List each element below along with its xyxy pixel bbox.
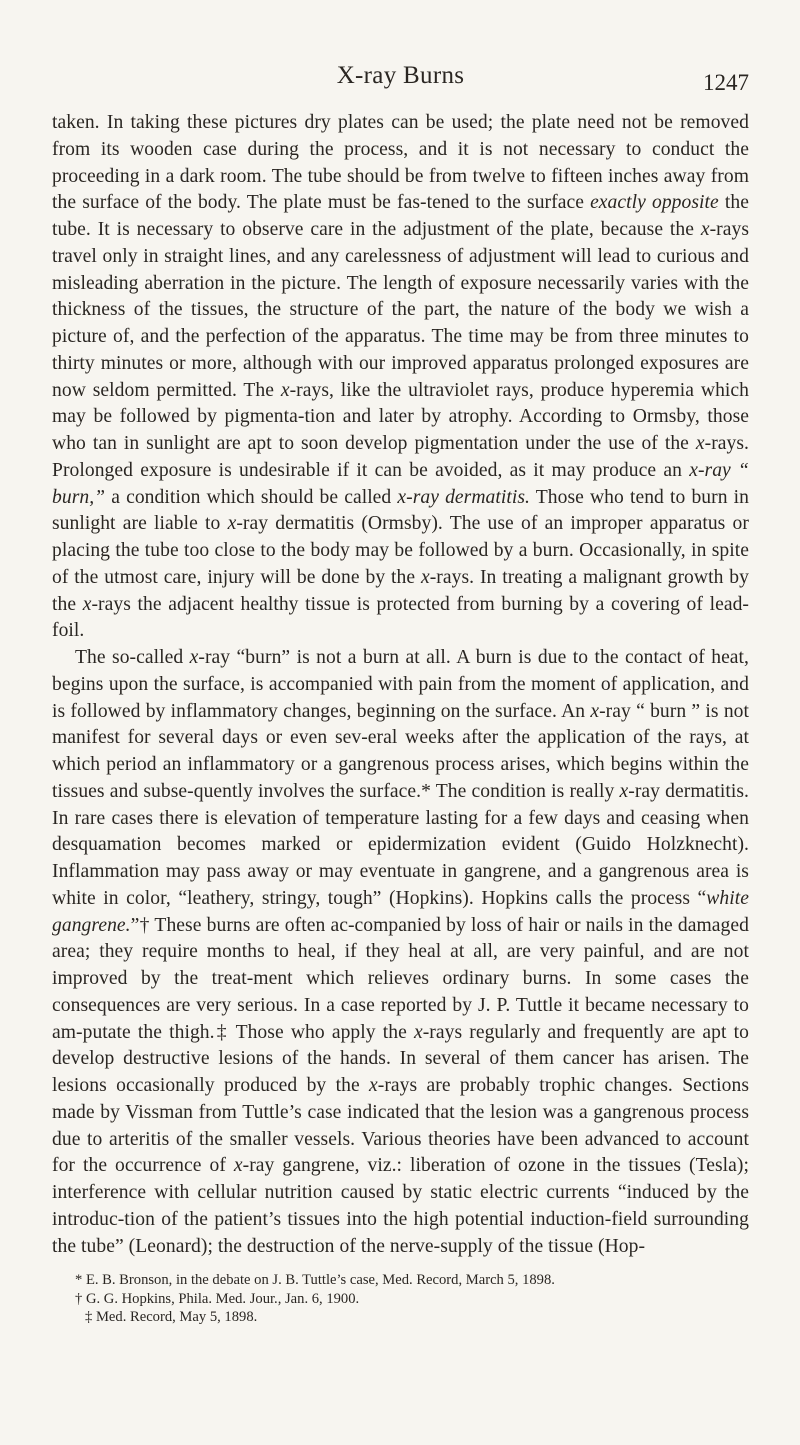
text-run: taken. In taking these pictures dry plates can be used; the plate need not be removed from its wooden case during the process, and it is not necessary to conduct the proceeding in a dark room. The tube should be from twelve to fifteen inches away from the surface of the body. The plate must be fas-tened to the surface	[52, 112, 749, 214]
italic-text: x	[420, 566, 430, 588]
italic-text: x	[695, 433, 705, 454]
page-header	[52, 0, 749, 110]
text-run: -rays, like the ultraviolet rays, produce hyperemia which may be followed by pigmenta-tion and later by atrophy. According to Ormsby, those who tan in sunlight are apt to soon develop pigmentation under the use of the	[52, 379, 750, 454]
text-run: -rays. Prolonged exposure is undesirable if it can be avoided, as it may produce an	[52, 433, 749, 481]
text-run: -ray dermatitis. In rare cases there is elevation of temperature lasting for a few days and ceasing when desquamation becomes marked or epidermization evident (Guido Holzknecht). Inflammation may pass away or may eventuate in gangrene, and a gangrenous area is white in color, “leathery, stringy, tough” (Hopkins). Hopkins calls the process “	[52, 780, 749, 909]
italic-text: x	[233, 1155, 243, 1177]
italic-text: x	[369, 1075, 378, 1096]
italic-text: x-ray “ burn,”	[52, 459, 749, 508]
text-run: -rays the adjacent healthy tissue is protected from burning by a covering of lead-foil.	[52, 593, 749, 642]
text-run: a condition which should be called	[105, 486, 398, 508]
italic-text: white gangrene.	[52, 887, 749, 936]
footnote: * E. B. Bronson, in the debate on J. B. Tuttle’s case, Med. Record, March 5, 1898.	[75, 1272, 555, 1289]
paragraph	[52, 645, 749, 1260]
text-run: the tube. It is necessary to observe care in the adjustment of the plate, because the	[52, 192, 749, 240]
text-run: ”† These burns are often ac-companied by loss of hair or nails in the damaged area; they require months to heal, if they heal at all, are very painful, and are not improved by the treat-ment which relieves ordinary burns. In some cases the consequences are very serious. In a case reported by J. P. Tuttle it became necessary to am-putate the thigh.‡ Those who apply the	[52, 914, 749, 1043]
italic-text: x	[82, 593, 92, 615]
italic-text: x	[700, 219, 710, 240]
text-run: -rays regularly and frequently are apt to develop destructive lesions of the hands. In several of them cancer has arisen. The lesions occasionally produced by the	[52, 1021, 749, 1096]
text-run: -rays travel only in straight lines, and any carelessness of adjustment will lead to curious and misleading aberration in the picture. The length of exposure necessarily varies with the thickness of the tissues, the structure of the part, the nature of the body we wish a picture of, and the perfection of the apparatus. The time may be from three minutes to thirty minutes or more, although with our improved apparatus prolonged exposures are now seldom permitted. The	[52, 219, 749, 401]
text-run: Those who tend to burn in sunlight are liable to	[52, 486, 749, 535]
footnote: ‡ Med. Record, May 5, 1898.	[85, 1309, 258, 1326]
italic-text: x	[619, 780, 629, 802]
page-number: 1247	[703, 70, 749, 95]
text-run: -ray dermatitis (Ormsby). The use of an improper apparatus or placing the tube too close to the body may be followed by a burn. Occasionally, in spite of the utmost care, injury will be done by the	[52, 513, 749, 588]
text-run: The so-called	[75, 647, 190, 668]
footnotes	[52, 1271, 749, 1327]
text-run: -ray “ burn ” is not manifest for several days or even sev-eral weeks after the application of the rays, at which period an inflammatory or a gangrenous process arises, which begins within the tissues and subse-quently involves the surface.* The condition is really	[52, 700, 750, 802]
running-title: X-ray Burns	[336, 62, 465, 89]
italic-text: x	[280, 379, 290, 401]
italic-text: x	[413, 1021, 423, 1043]
italic-text: x	[590, 700, 600, 722]
text-run: -ray gangrene, viz.: liberation of ozone in the tissues (Tesla); interference with cellular nutrition caused by static electric currents “induced by the introduc-tion of the patient’s tissues into the high potential induction-field surrounding the tube” (Leonard); the destruction of the nerve-supply of the tissue (Hop-	[52, 1155, 749, 1257]
italic-text: x-ray dermatitis.	[397, 486, 530, 508]
text-run: -rays are probably trophic changes. Sections made by Vissman from Tuttle’s case indicated that the lesion was a gangrenous process due to arteritis of the smaller vessels. Various theories have been advanced to account for the occurrence of	[52, 1075, 749, 1177]
body-text	[52, 110, 749, 1260]
paragraph	[52, 110, 749, 645]
text-run: -rays. In treating a malignant growth by the	[52, 566, 749, 615]
italic-text: x	[227, 513, 237, 535]
italic-text: exactly opposite	[590, 192, 719, 214]
text-run: -ray “burn” is not a burn at all. A burn is due to the contact of heat, begins upon the surface, is accompanied with pain from the moment of application, and is followed by inflammatory changes, beginning on the surface. An	[52, 647, 749, 722]
italic-text: x	[189, 647, 199, 668]
footnote: † G. G. Hopkins, Phila. Med. Jour., Jan. 6, 1900.	[75, 1290, 360, 1307]
